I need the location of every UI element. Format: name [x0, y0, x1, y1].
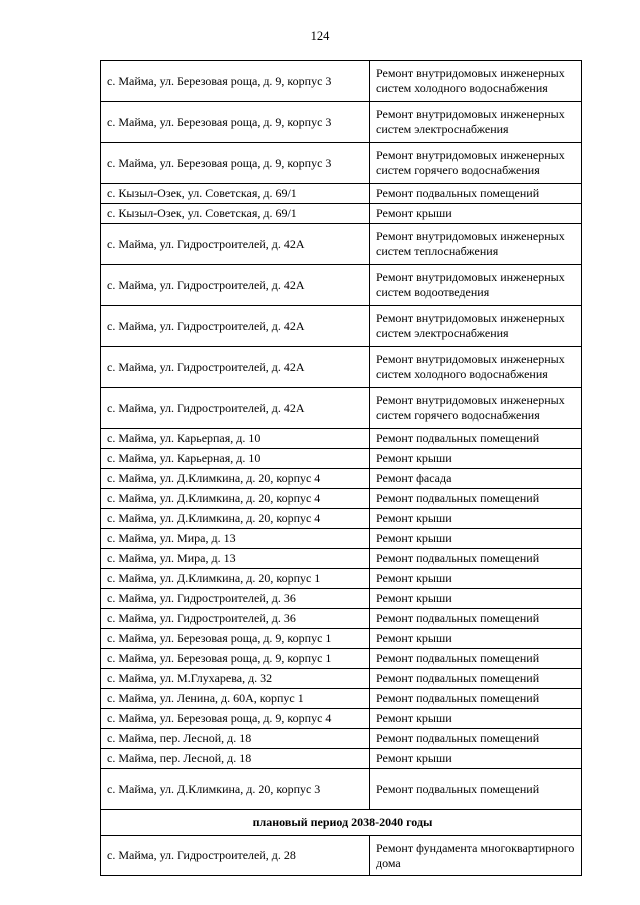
address-cell: с. Кызыл-Озек, ул. Советская, д. 69/1	[101, 204, 370, 224]
table-row	[101, 388, 582, 429]
table-row	[101, 549, 582, 569]
work-type-cell: Ремонт подвальных помещений	[370, 669, 582, 689]
address-cell: с. Майма, ул. Карьерная, д. 10	[101, 449, 370, 469]
address-cell: с. Майма, ул. Ленина, д. 60А, корпус 1	[101, 689, 370, 709]
work-type-cell: Ремонт внутридомовых инженерных систем холодного водоснабжения	[370, 347, 582, 388]
table-row	[101, 306, 582, 347]
address-cell: с. Майма, ул. Д.Климкина, д. 20, корпус 4	[101, 509, 370, 529]
address-cell: с. Майма, ул. Д.Климкина, д. 20, корпус 4	[101, 489, 370, 509]
work-type-cell: Ремонт подвальных помещений	[370, 184, 582, 204]
address-cell: с. Майма, ул. Березовая роща, д. 9, корпус 3	[101, 143, 370, 184]
address-cell: с. Майма, ул. Гидростроителей, д. 42А	[101, 306, 370, 347]
table-row	[101, 429, 582, 449]
work-type-cell: Ремонт подвальных помещений	[370, 609, 582, 629]
table-row	[101, 709, 582, 729]
table-row	[101, 569, 582, 589]
table-row	[101, 729, 582, 749]
address-cell: с. Майма, ул. Березовая роща, д. 9, корпус 1	[101, 649, 370, 669]
work-type-cell: Ремонт подвальных помещений	[370, 729, 582, 749]
work-type-cell: Ремонт внутридомовых инженерных систем электроснабжения	[370, 102, 582, 143]
table-row	[101, 769, 582, 810]
table-row	[101, 489, 582, 509]
repair-table-body	[101, 61, 582, 876]
work-type-cell: Ремонт фундамента многоквартирного дома	[370, 836, 582, 876]
table-row	[101, 469, 582, 489]
section-row	[101, 810, 582, 836]
address-cell: с. Майма, ул. Гидростроителей, д. 42А	[101, 347, 370, 388]
address-cell: с. Кызыл-Озек, ул. Советская, д. 69/1	[101, 184, 370, 204]
address-cell: с. Майма, пер. Лесной, д. 18	[101, 749, 370, 769]
address-cell: с. Майма, ул. Гидростроителей, д. 42А	[101, 265, 370, 306]
section-title: плановый период 2038-2040 годы	[101, 810, 582, 836]
work-type-cell: Ремонт внутридомовых инженерных систем горячего водоснабжения	[370, 388, 582, 429]
table-row	[101, 204, 582, 224]
work-type-cell: Ремонт крыши	[370, 449, 582, 469]
work-type-cell: Ремонт крыши	[370, 629, 582, 649]
work-type-cell: Ремонт подвальных помещений	[370, 489, 582, 509]
work-type-cell: Ремонт подвальных помещений	[370, 429, 582, 449]
table-row	[101, 689, 582, 709]
table-row	[101, 347, 582, 388]
work-type-cell: Ремонт крыши	[370, 204, 582, 224]
address-cell: с. Майма, ул. Березовая роща, д. 9, корпус 3	[101, 61, 370, 102]
address-cell: с. Майма, ул. Березовая роща, д. 9, корпус 4	[101, 709, 370, 729]
table-row	[101, 265, 582, 306]
repair-table	[100, 60, 582, 876]
table-row	[101, 649, 582, 669]
work-type-cell: Ремонт подвальных помещений	[370, 689, 582, 709]
address-cell: с. Майма, ул. Березовая роща, д. 9, корпус 1	[101, 629, 370, 649]
table-row	[101, 449, 582, 469]
table-row	[101, 224, 582, 265]
work-type-cell: Ремонт внутридомовых инженерных систем теплоснабжения	[370, 224, 582, 265]
work-type-cell: Ремонт внутридомовых инженерных систем горячего водоснабжения	[370, 143, 582, 184]
work-type-cell: Ремонт крыши	[370, 749, 582, 769]
address-cell: с. Майма, ул. Гидростроителей, д. 28	[101, 836, 370, 876]
work-type-cell: Ремонт фасада	[370, 469, 582, 489]
table-row	[101, 61, 582, 102]
address-cell: с. Майма, ул. Мира, д. 13	[101, 529, 370, 549]
table-row	[101, 749, 582, 769]
table-row	[101, 509, 582, 529]
page-number: 124	[310, 29, 330, 43]
work-type-cell: Ремонт крыши	[370, 589, 582, 609]
table-row	[101, 836, 582, 876]
work-type-cell: Ремонт крыши	[370, 709, 582, 729]
work-type-cell: Ремонт подвальных помещений	[370, 549, 582, 569]
table-row	[101, 529, 582, 549]
work-type-cell: Ремонт подвальных помещений	[370, 649, 582, 669]
work-type-cell: Ремонт подвальных помещений	[370, 769, 582, 810]
table-row	[101, 589, 582, 609]
work-type-cell: Ремонт внутридомовых инженерных систем холодного водоснабжения	[370, 61, 582, 102]
address-cell: с. Майма, пер. Лесной, д. 18	[101, 729, 370, 749]
table-row	[101, 184, 582, 204]
table-row	[101, 629, 582, 649]
address-cell: с. Майма, ул. Гидростроителей, д. 42А	[101, 388, 370, 429]
table-row	[101, 609, 582, 629]
address-cell: с. Майма, ул. Мира, д. 13	[101, 549, 370, 569]
address-cell: с. Майма, ул. Д.Климкина, д. 20, корпус 1	[101, 569, 370, 589]
table-row	[101, 102, 582, 143]
address-cell: с. Майма, ул. Гидростроителей, д. 36	[101, 609, 370, 629]
work-type-cell: Ремонт крыши	[370, 569, 582, 589]
table-row	[101, 669, 582, 689]
address-cell: с. Майма, ул. Гидростроителей, д. 36	[101, 589, 370, 609]
address-cell: с. Майма, ул. Д.Климкина, д. 20, корпус 3	[101, 769, 370, 810]
address-cell: с. Майма, ул. М.Глухарева, д. 32	[101, 669, 370, 689]
address-cell: с. Майма, ул. Д.Климкина, д. 20, корпус 4	[101, 469, 370, 489]
address-cell: с. Майма, ул. Березовая роща, д. 9, корпус 3	[101, 102, 370, 143]
work-type-cell: Ремонт крыши	[370, 509, 582, 529]
address-cell: с. Майма, ул. Гидростроителей, д. 42А	[101, 224, 370, 265]
table-row	[101, 143, 582, 184]
work-type-cell: Ремонт внутридомовых инженерных систем электроснабжения	[370, 306, 582, 347]
address-cell: с. Майма, ул. Карьерпая, д. 10	[101, 429, 370, 449]
work-type-cell: Ремонт крыши	[370, 529, 582, 549]
work-type-cell: Ремонт внутридомовых инженерных систем водоотведения	[370, 265, 582, 306]
